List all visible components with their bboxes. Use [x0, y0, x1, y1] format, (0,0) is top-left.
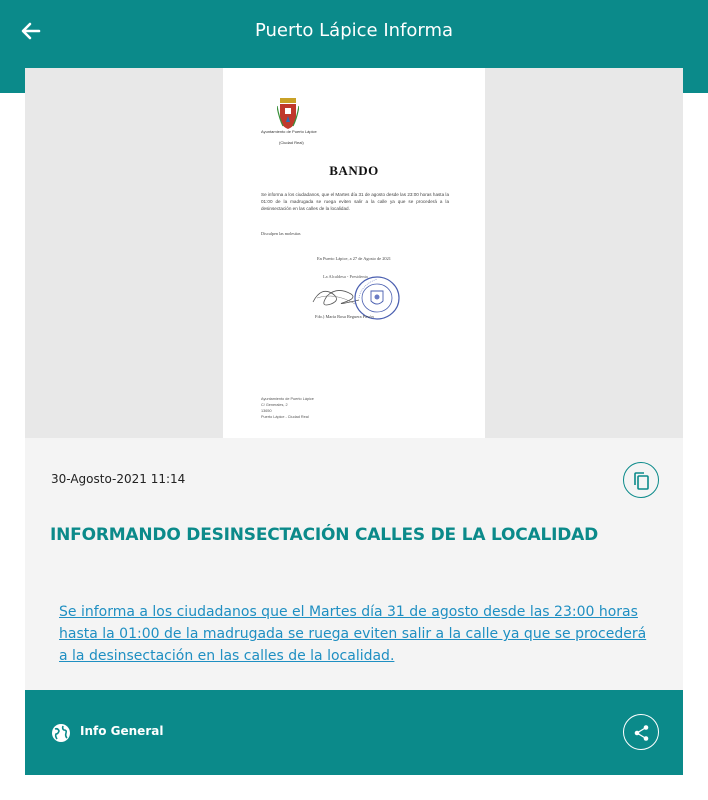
document-footer-line: Puerto Lápice - Ciudad Real [261, 415, 309, 419]
copy-icon [633, 471, 651, 491]
share-icon [633, 724, 651, 742]
post-summary-link[interactable]: Se informa a los ciudadanos que el Martes día 31 de agosto desde las 23:00 horas hasta la 01:00 de la madrugada se ruega eviten salir a la calle ya que se procederá a la desinsectación en las calles de la localidad. [59, 604, 647, 664]
app-title: Puerto Lápice Informa [254, 20, 454, 41]
document-footer [261, 396, 314, 420]
document-page [223, 68, 485, 438]
document-body: Se informa a los ciudadanos, que el Martes día 31 de agosto desde las 23:00 horas hasta la 01:00 de la madrugada se ruega eviten salir a la calle ya que se procederá a la desinsectación en las calles de la localidad. [261, 192, 449, 211]
news-card [25, 68, 683, 775]
post-headline: INFORMANDO DESINSECTACIÓN CALLES DE LA LOCALIDAD [50, 525, 599, 545]
province-name: (Ciudad Real) [279, 140, 304, 145]
share-button[interactable] [623, 714, 659, 750]
coat-of-arms-icon [277, 96, 299, 130]
category-label: Info General [80, 724, 164, 738]
document-image[interactable] [25, 68, 683, 438]
document-apology: Disculpen las molestias [261, 231, 301, 236]
document-place-date: En Puerto Lápice, a 27 de Agosto de 2021 [316, 256, 391, 261]
document-mayor: La Alcaldesa - Presidenta [323, 274, 368, 279]
card-footer [25, 690, 683, 775]
post-date: 30-Agosto-2021 11:14 [51, 472, 186, 486]
document-signer: Fdo.) María Rosa Reguera Pavón [315, 314, 374, 319]
globe-icon [51, 723, 71, 743]
document-footer-line: Ayuntamiento de Puerto Lápice [261, 397, 314, 401]
copy-button[interactable] [623, 462, 659, 498]
bando-title: BANDO [329, 163, 379, 178]
document-footer-line: C/ Generales, 2 [261, 403, 288, 407]
municipality-name: Ayuntamiento de Puerto Lápice [261, 129, 317, 134]
document-footer-line: 13650 [261, 409, 272, 413]
